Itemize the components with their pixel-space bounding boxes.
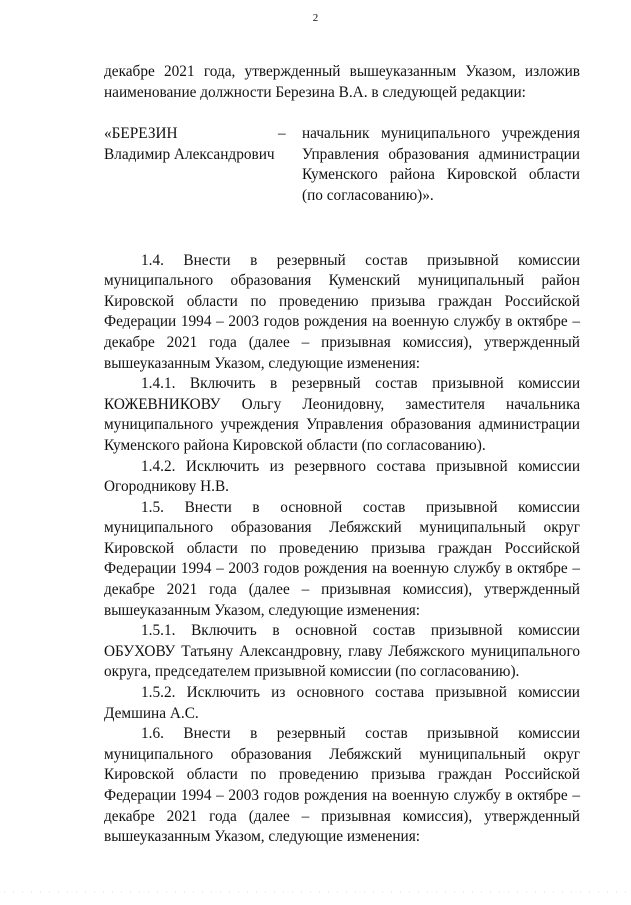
entry-given-names: Владимир Александрович bbox=[104, 145, 275, 163]
paragraph-1-5: 1.5. Внести в основной состав призывной комиссии муниципального образования Лебяжский муниципальный округ Кировской области по проведению призыва граждан Российской Федерации 1994 – 2003 годов рождения на военную службу в октябре – декабре 2021 года (далее – призывная комиссия), утвержденный вышеуказанным Указом, следующие изменения: bbox=[104, 498, 580, 619]
entry-surname: «БЕРЕЗИН bbox=[104, 125, 178, 143]
staff-entry bbox=[104, 124, 580, 206]
entry-position-description: начальник муниципального учреждения Управления образования администрации Куменского района Кировской области (по согласованию)». bbox=[302, 125, 580, 204]
document-body bbox=[104, 62, 580, 848]
paragraph-1-4: 1.4. Внести в резервный состав призывной комиссии муниципального образования Куменский муниципальный район Кировской области по проведению призыва граждан Российской Федерации 1994 – 2003 годов рождения на военную службу в октябре – декабре 2021 года (далее – призывная комиссия), утвержденный вышеуказанным Указом, следующие изменения: bbox=[104, 251, 580, 372]
scan-artifact-dots bbox=[0, 887, 631, 897]
entry-dash: – bbox=[278, 125, 286, 143]
entry-person-name bbox=[104, 124, 278, 206]
paragraph-1-4-2: 1.4.2. Исключить из резервного состава призывной комиссии Огородникову Н.В. bbox=[104, 457, 580, 496]
paragraph-1-4-1: 1.4.1. Включить в резервный состав призывной комиссии КОЖЕВНИКОВУ Ольгу Леонидовну, заместителя начальника муниципального учреждения Управления образования администрации Куменского района Кировской области (по согласованию). bbox=[104, 375, 580, 454]
paragraph-1-5-2: 1.5.2. Исключить из основного состава призывной комиссии Демшина А.С. bbox=[104, 684, 580, 722]
page-number: 2 bbox=[312, 12, 319, 24]
paragraph-intro: декабре 2021 года, утвержденный вышеуказанным Указом, изложив наименование должности Березина В.А. в следующей редакции: bbox=[104, 63, 580, 101]
paragraph-1-5-1: 1.5.1. Включить в основной состав призывной комиссии ОБУХОВУ Татьяну Александровну, главу Лебяжского муниципального округа, председателем призывной комиссии (по согласованию). bbox=[104, 622, 580, 681]
paragraph-1-6: 1.6. Внести в резервный состав призывной комиссии муниципального образования Лебяжский муниципальный округ Кировской области по проведению призыва граждан Российской Федерации 1994 – 2003 годов рождения на военную службу в октябре – декабре 2021 года (далее – призывная комиссия), утвержденный вышеуказанным Указом, следующие изменения: bbox=[104, 725, 580, 846]
